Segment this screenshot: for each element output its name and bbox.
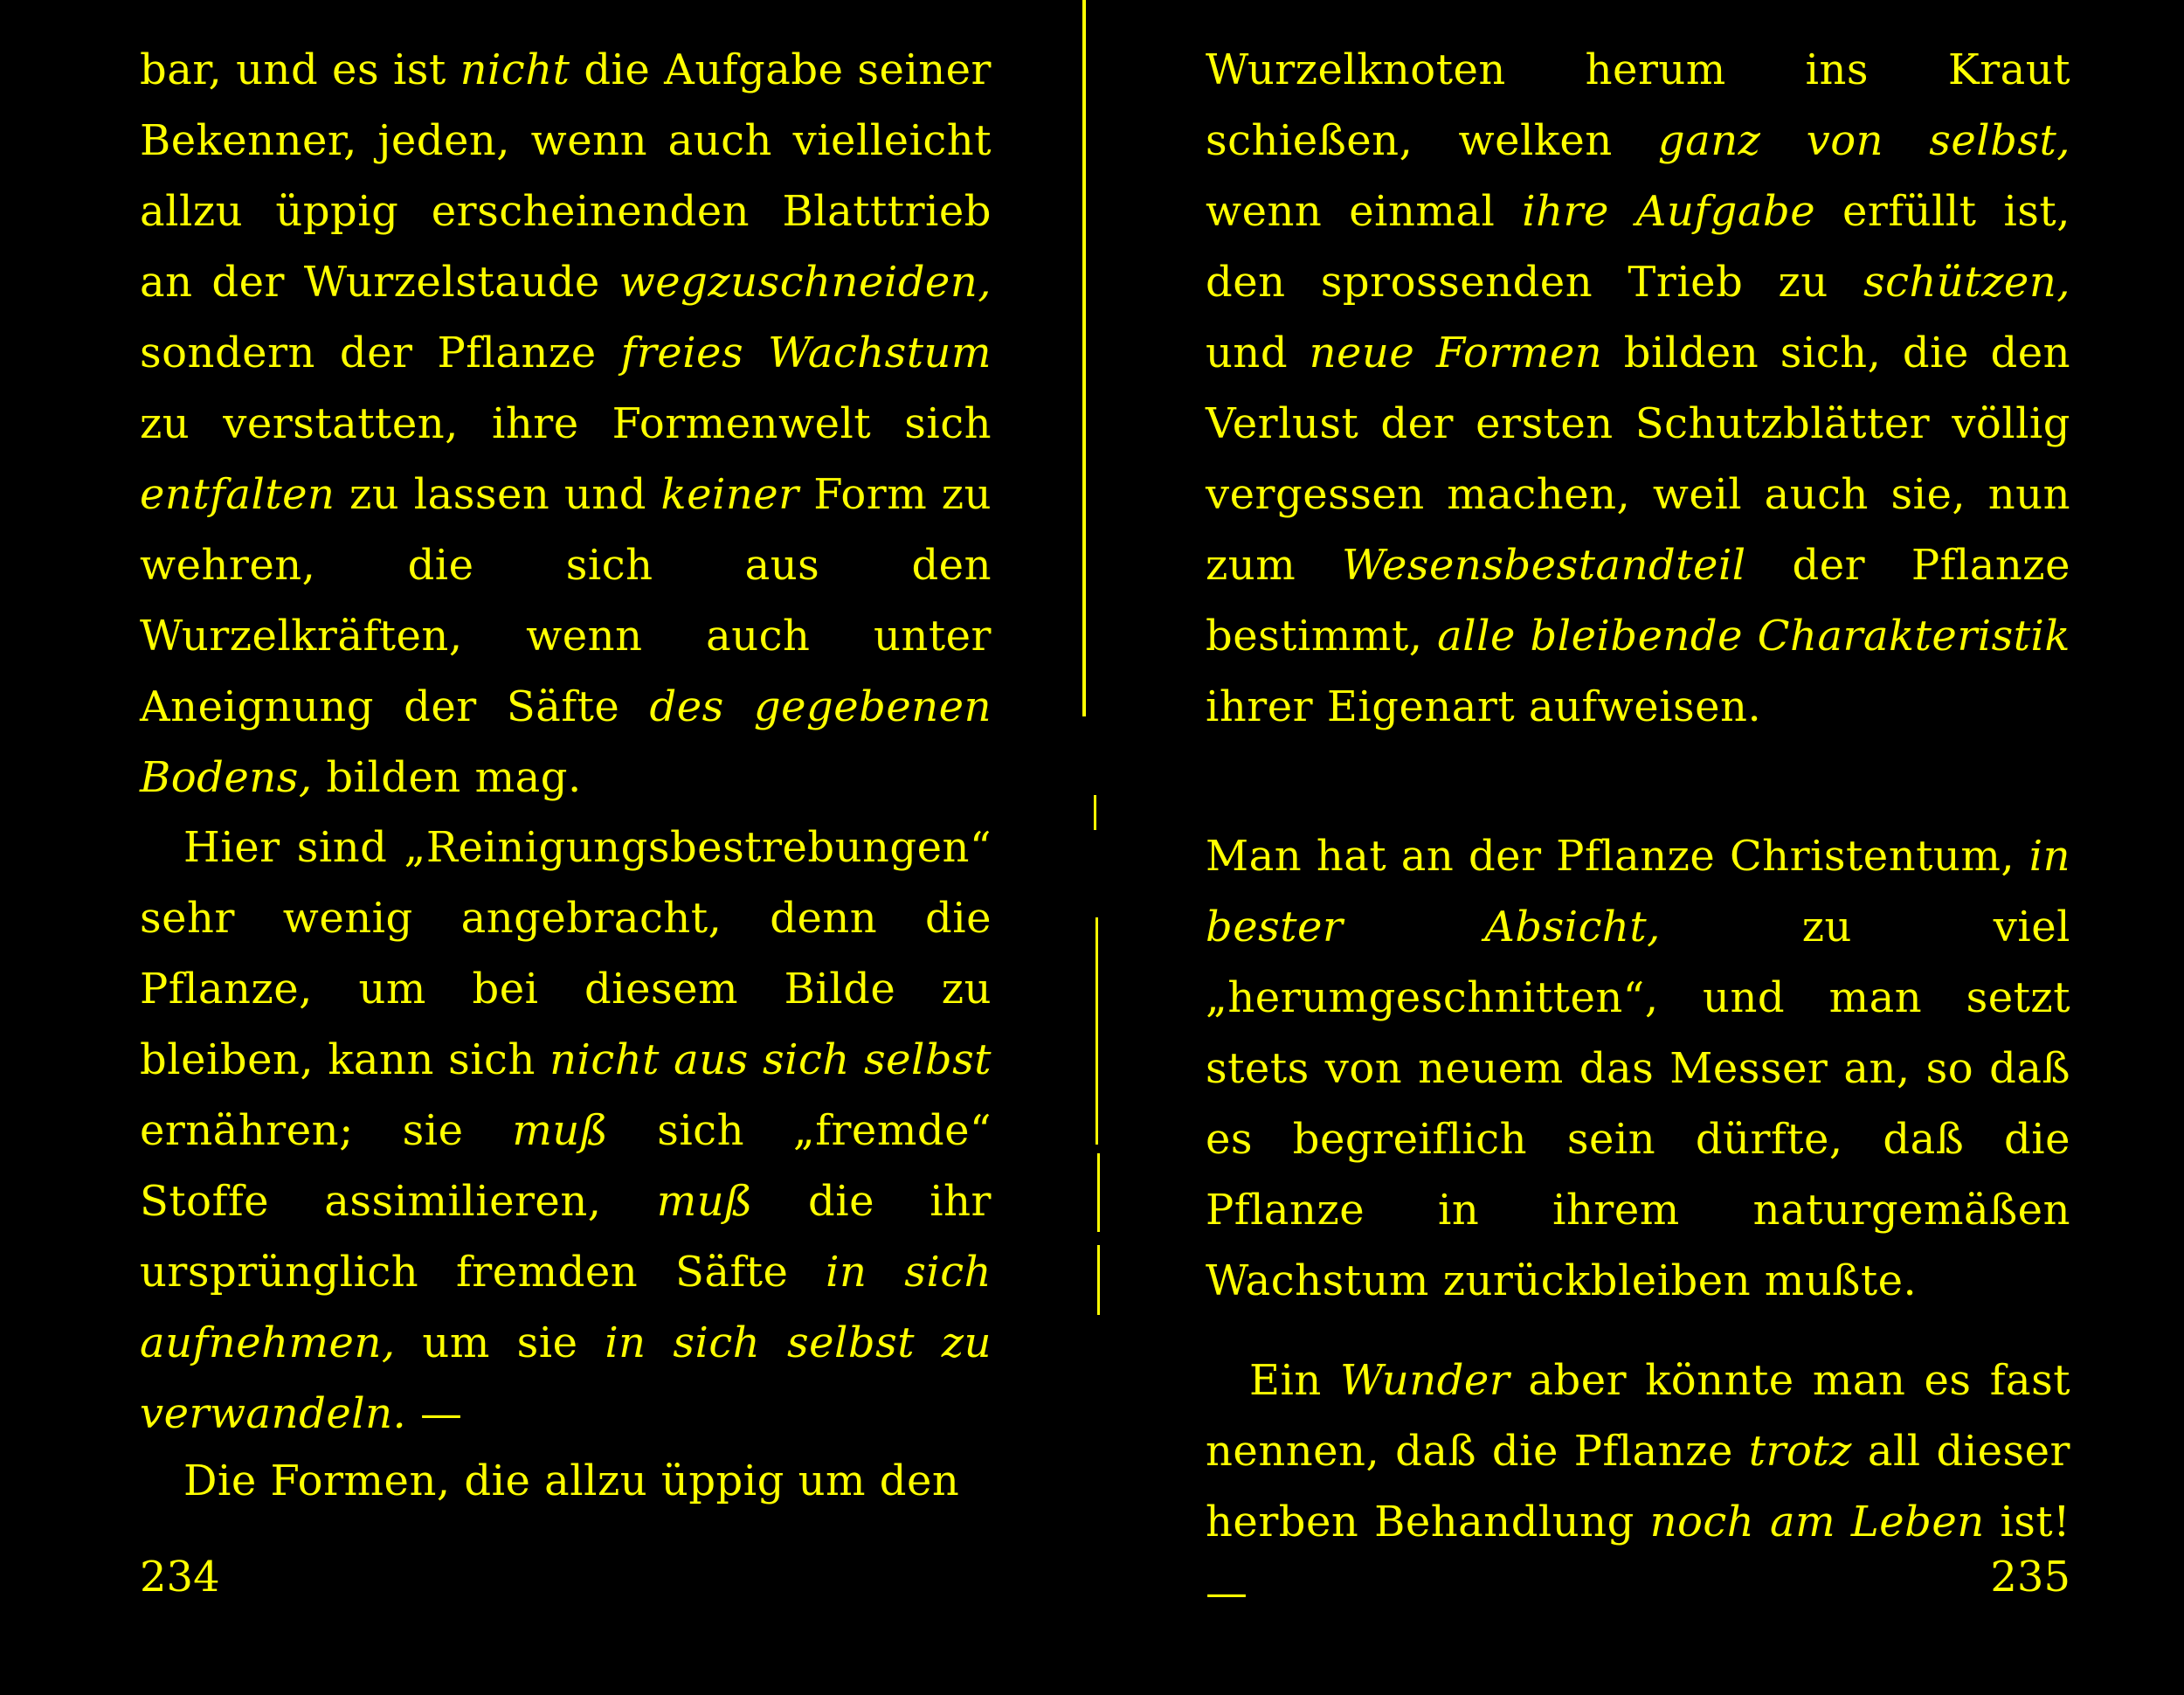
emphasis-run: in sich aufnehmen,	[140, 1248, 992, 1367]
text-run: bilden sich, die den Verlust der ersten Schutzblätter völlig vergessen machen, weil auch sie, nun zum	[1206, 329, 2071, 590]
emphasis-run: keiner	[660, 470, 799, 519]
emphasis-run: muß	[656, 1177, 753, 1226]
text-run: aber könnte man es fast nennen, daß die Pflanze	[1206, 1356, 2070, 1476]
emphasis-run: Wesensbestandteil	[1342, 541, 1746, 590]
left-paragraph-3	[140, 1446, 992, 1517]
right-paragraph-1	[1206, 35, 2070, 743]
emphasis-run: freies Wachstum	[620, 329, 992, 377]
emphasis-run: trotz	[1748, 1427, 1852, 1476]
emphasis-run: nicht aus sich selbst	[549, 1035, 992, 1084]
text-run: Form zu wehren, die sich aus den Wurzelkräften, wenn auch unter Aneignung der Säfte	[140, 470, 992, 731]
page-number: 234	[140, 1553, 220, 1602]
text-run: zu lassen und	[335, 470, 661, 519]
text-run: ernähren; sie	[140, 1106, 513, 1155]
emphasis-run: schützen,	[1863, 258, 2070, 307]
emphasis-run: wegzuschneiden,	[619, 258, 992, 307]
text-run: bilden mag.	[312, 753, 582, 802]
emphasis-run: nicht	[460, 45, 570, 94]
right-paragraph-2	[1206, 821, 2070, 1317]
left-paragraph-1	[140, 35, 992, 813]
text-run: ihrer Eigenart aufweisen.	[1206, 682, 1762, 731]
text-run: bar, und es ist	[140, 45, 460, 94]
emphasis-run: ganz von selbst,	[1657, 116, 2070, 165]
text-run: die ihr ursprünglich fremden Säfte	[140, 1177, 992, 1297]
text-run: und	[1206, 329, 1310, 377]
text-run: um sie	[395, 1318, 605, 1367]
text-run: ist! —	[1206, 1498, 2071, 1617]
text-run: die Aufgabe seiner Bekenner, jeden, wenn auch vielleicht allzu üppig erscheinenden Blatttrieb an der Wurzelstaude	[140, 45, 992, 307]
text-run: Wurzelknoten herum ins Kraut schießen, welken	[1206, 45, 2070, 165]
emphasis-run: des gegebenen Bodens,	[140, 682, 992, 802]
text-run: erfüllt ist, den sprossenden Trieb zu	[1206, 187, 2070, 307]
emphasis-run: muß	[512, 1106, 609, 1155]
gutter-line-segment	[1095, 917, 1098, 1145]
emphasis-run: in sich selbst zu verwandeln.	[140, 1318, 992, 1438]
text-run: sondern der Pflanze	[140, 329, 621, 377]
gutter-line-segment	[1097, 1153, 1100, 1232]
text-run: der Pflanze bestimmt,	[1206, 541, 2070, 661]
text-run: Man hat an der Pflanze Christentum,	[1206, 832, 2029, 881]
page-number: 235	[1990, 1553, 2070, 1602]
emphasis-run: Wunder	[1339, 1356, 1510, 1405]
text-run: all dieser herben Behandlung	[1206, 1427, 2070, 1546]
emphasis-run: in bester Absicht,	[1206, 832, 2070, 951]
left-paragraph-2	[140, 813, 992, 1449]
right-paragraph-3	[1206, 1346, 2070, 1629]
text-run: zu verstatten, ihre Formenwelt sich	[140, 399, 992, 448]
gutter-line-segment	[1094, 795, 1096, 830]
emphasis-run: neue Formen	[1309, 329, 1603, 377]
text-run: zu viel „herumgeschnitten“, und man setzt stets von neuem das Messer an, so daß es begreiflich sein dürfte, daß die Pflanze in ihrem naturgemäßen Wachstum zurückbleiben mußte.	[1206, 903, 2070, 1305]
text-run: Hier sind „Reinigungsbestrebungen“ sehr wenig angebracht, denn die Pflanze, um bei diesem Bilde zu bleiben, kann sich	[140, 823, 992, 1084]
emphasis-run: ihre Aufgabe	[1522, 187, 1816, 236]
text-run: wenn einmal	[1206, 187, 1523, 236]
left-page	[140, 35, 992, 1660]
emphasis-run: entfalten	[140, 470, 335, 519]
emphasis-run: noch am Leben	[1649, 1498, 1985, 1546]
text-run: Die Formen, die allzu üppig um den	[183, 1456, 960, 1505]
emphasis-run: alle bleibende Charakteristik	[1437, 612, 2070, 661]
right-page	[1206, 35, 2070, 1660]
text-run: —	[406, 1389, 463, 1438]
gutter-line	[1082, 0, 1086, 716]
gutter-line-segment	[1097, 1245, 1100, 1315]
text-run: Ein	[1249, 1356, 1340, 1405]
text-run: sich „fremde“ Stoffe assimilieren,	[140, 1106, 992, 1226]
